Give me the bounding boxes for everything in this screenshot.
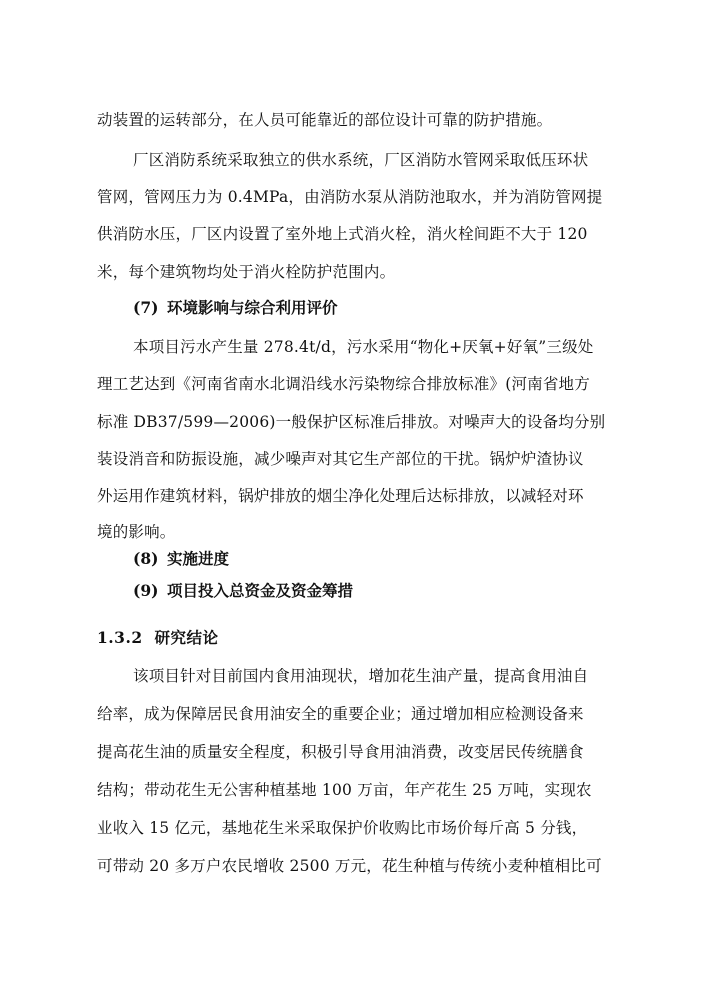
paragraph-line: 理工艺达到《河南省南水北调沿线水污染物综合排放标准》(河南省地方 [97, 375, 590, 393]
paragraph-line: 该项目针对目前国内食用油现状，增加花生油产量，提高食用油自 [133, 667, 589, 685]
paragraph-line: 管网，管网压力为 0.4MPa，由消防水泵从消防池取水，并为消防管网提 [97, 188, 603, 206]
paragraph-line: 厂区消防系统采取独立的供水系统，厂区消防水管网采取低压环状 [133, 151, 589, 169]
paragraph-line: 装设消音和防振设施，减少噪声对其它生产部位的干扰。锅炉炉渣协议 [97, 450, 584, 468]
paragraph-line: 业收入 15 亿元，基地花生米采取保护价收购比市场价每斤高 5 分钱， [97, 819, 588, 837]
paragraph-line: 外运用作建筑材料，锅炉排放的烟尘净化处理后达标排放，以减轻对环 [97, 487, 584, 505]
paragraph-line: 可带动 20 多万户农民增收 2500 万元，花生种植与传统小麦种植相比可 [97, 857, 602, 875]
paragraph-line: 结构；带动花生无公害种植基地 100 万亩，年产花生 25 万吨，实现农 [97, 781, 592, 799]
heading-9 [133, 581, 353, 601]
section-number: 1.3.2 [97, 628, 143, 647]
paragraph-line: 动装置的运转部分，在人员可能靠近的部位设计可靠的防护措施。 [97, 111, 553, 129]
heading-number: (7) [133, 298, 159, 317]
heading-8 [133, 549, 229, 569]
heading-title: 实施进度 [167, 549, 230, 568]
heading-title: 环境影响与综合利用评价 [167, 298, 338, 317]
paragraph-line: 境的影响。 [97, 523, 176, 541]
paragraph-line: 供消防水压，厂区内设置了室外地上式消火栓，消火栓间距不大于 120 [97, 225, 588, 243]
paragraph-line: 提高花生油的质量安全程度，积极引导食用油消费，改变居民传统膳食 [97, 743, 584, 761]
paragraph-line: 本项目污水产生量 278.4t/d，污水采用“物化+厌氧+好氧”三级处 [133, 338, 594, 356]
heading-7 [133, 298, 338, 318]
heading-number: (8) [133, 549, 159, 568]
heading-number: (9) [133, 581, 159, 600]
section-title: 研究结论 [154, 628, 219, 647]
paragraph-line: 米，每个建筑物均处于消火栓防护范围内。 [97, 263, 396, 281]
paragraph-line: 标准 DB37/599—2006)一般保护区标准后排放。对噪声大的设备均分别 [97, 413, 606, 431]
heading-title: 项目投入总资金及资金筹措 [167, 581, 354, 600]
paragraph-line: 给率，成为保障居民食用油安全的重要企业；通过增加相应检测设备来 [97, 705, 584, 723]
section-heading [97, 628, 218, 648]
